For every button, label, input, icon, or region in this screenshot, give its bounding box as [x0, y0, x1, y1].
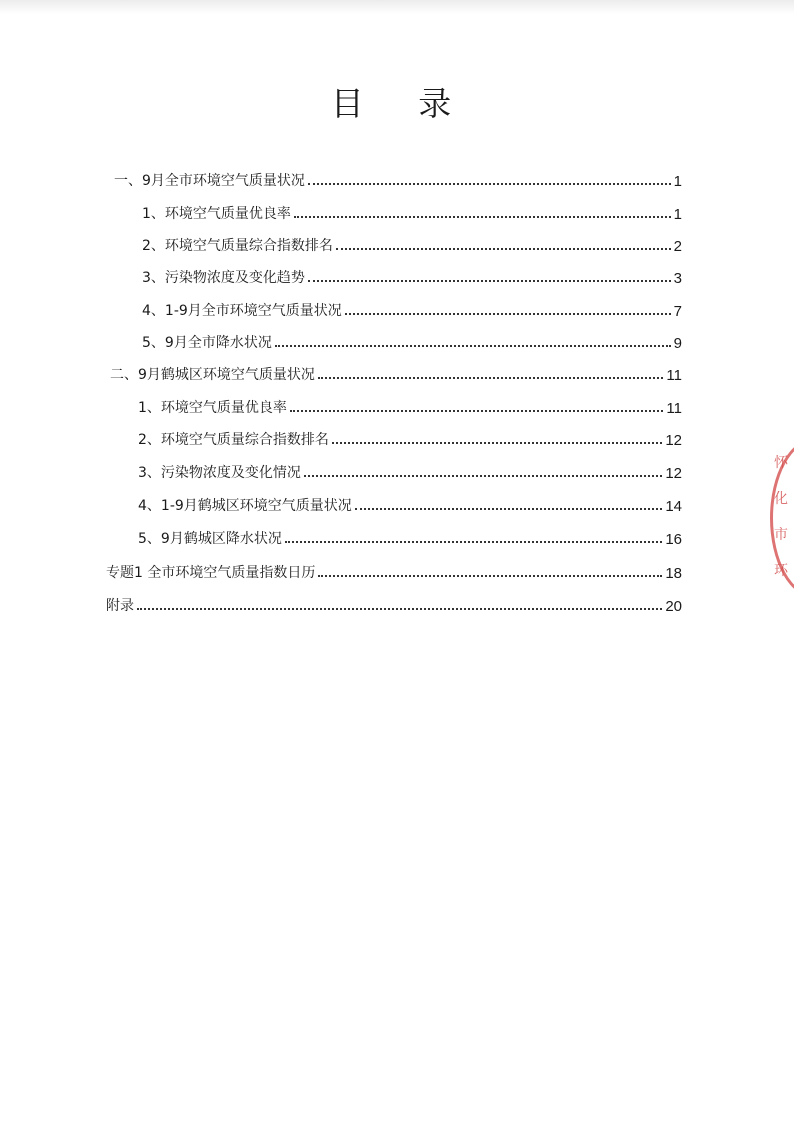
- dot-leader: [308, 280, 671, 282]
- toc-entry-page: 20: [665, 598, 682, 615]
- toc-entry-page: 14: [665, 498, 682, 515]
- dot-leader: [290, 410, 664, 412]
- toc-entry-1-4[interactable]: [142, 298, 682, 320]
- toc-entry-page: 11: [666, 367, 682, 384]
- dot-leader: [304, 475, 662, 477]
- toc-entry-page: 16: [665, 531, 682, 548]
- seal-char: 化: [774, 491, 788, 507]
- toc-entry-1-2[interactable]: [142, 233, 682, 255]
- dot-leader: [137, 608, 662, 610]
- toc-entry-1-5[interactable]: [142, 330, 682, 352]
- toc-entry-label: 3、污染物浓度及变化情况: [138, 465, 301, 481]
- toc-entry-2-1[interactable]: [138, 395, 682, 417]
- seal-char: 环: [774, 563, 788, 579]
- toc-entry-appendix[interactable]: [106, 593, 682, 615]
- toc-entry-section-2[interactable]: [110, 362, 682, 384]
- dot-leader: [355, 508, 663, 510]
- toc-entry-page: 1: [673, 173, 682, 190]
- toc-entry-page: 9: [673, 335, 682, 352]
- toc-entry-label: 二、9月鹤城区环境空气质量状况: [110, 367, 315, 383]
- toc-entry-2-4[interactable]: [138, 493, 682, 515]
- toc-entry-2-2[interactable]: [138, 427, 682, 449]
- toc-entry-page: 1: [673, 206, 682, 223]
- toc-entry-label: 附录: [106, 598, 134, 614]
- toc-entry-section-1[interactable]: [114, 168, 682, 190]
- toc-entry-label: 5、9月鹤城区降水状况: [138, 531, 282, 547]
- toc-entry-1-3[interactable]: [142, 265, 682, 287]
- toc-entry-page: 12: [665, 465, 682, 482]
- toc-entry-special-1[interactable]: [106, 560, 682, 582]
- dot-leader: [318, 575, 662, 577]
- dot-leader: [336, 248, 671, 250]
- dot-leader: [308, 183, 671, 185]
- toc-entry-label: 1、环境空气质量优良率: [138, 400, 287, 416]
- seal-char: 市: [774, 527, 788, 543]
- toc-entry-2-3[interactable]: [138, 460, 682, 482]
- toc-entry-page: 3: [673, 270, 682, 287]
- toc-entry-page: 7: [673, 303, 682, 320]
- toc-entry-label: 4、1-9月鹤城区环境空气质量状况: [138, 498, 352, 514]
- toc-entry-label: 4、1-9月全市环境空气质量状况: [142, 303, 342, 319]
- toc-entry-page: 12: [665, 432, 682, 449]
- dot-leader: [332, 442, 662, 444]
- toc-entry-label: 专题1 全市环境空气质量指数日历: [106, 565, 316, 581]
- dot-leader: [318, 377, 664, 379]
- dot-leader: [285, 541, 662, 543]
- toc-entry-label: 1、环境空气质量优良率: [142, 206, 291, 222]
- dot-leader: [345, 313, 671, 315]
- toc-entry-page: 2: [673, 238, 682, 255]
- toc-entry-label: 5、9月全市降水状况: [142, 335, 272, 351]
- toc-entry-label: 一、9月全市环境空气质量状况: [114, 173, 305, 189]
- official-seal-stamp: [770, 438, 794, 598]
- dot-leader: [294, 216, 671, 218]
- toc-entry-label: 2、环境空气质量综合指数排名: [138, 432, 329, 448]
- toc-entry-2-5[interactable]: [138, 526, 682, 548]
- toc-entry-page: 18: [665, 565, 682, 582]
- toc-entry-label: 2、环境空气质量综合指数排名: [142, 238, 333, 254]
- toc-entry-1-1[interactable]: [142, 201, 682, 223]
- toc-entry-label: 3、污染物浓度及变化趋势: [142, 270, 305, 286]
- dot-leader: [275, 345, 671, 347]
- toc-entry-page: 11: [666, 400, 682, 417]
- page-title: 目 录: [330, 84, 474, 123]
- seal-char: 怀: [774, 455, 788, 471]
